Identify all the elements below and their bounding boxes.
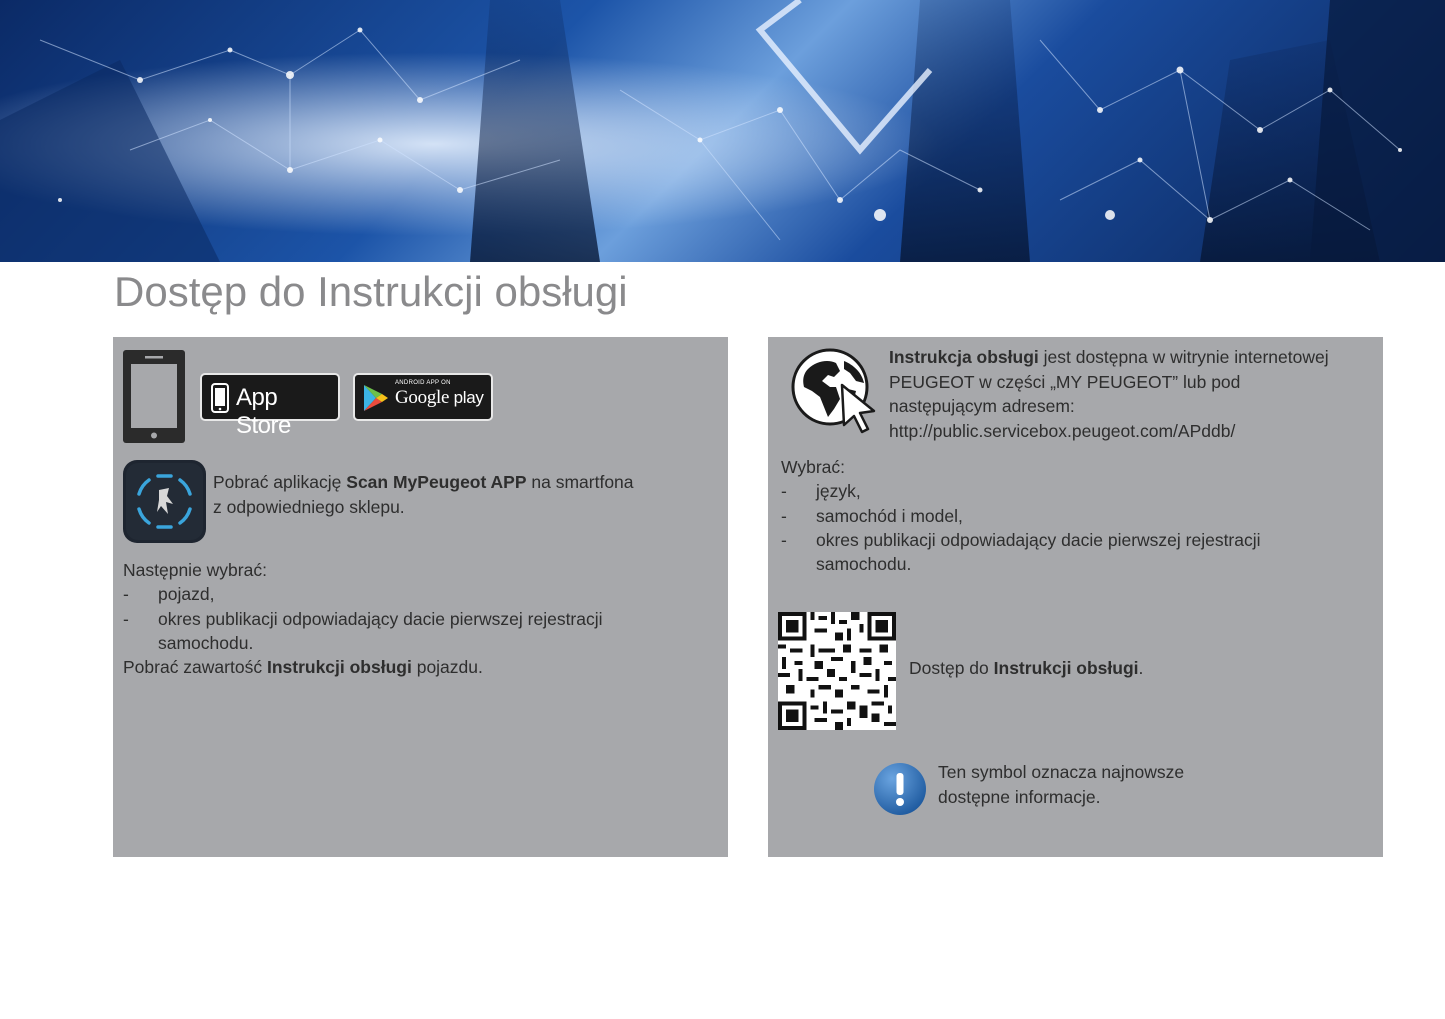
list-item: język, <box>816 481 861 501</box>
google-play-icon <box>363 384 389 412</box>
list-item: pojazd, <box>158 584 215 604</box>
web-text-line3: następującym adresem: <box>889 396 1075 416</box>
web-availability-text <box>889 345 1329 443</box>
info-exclamation-icon <box>873 762 927 816</box>
qr-access-text <box>909 656 1143 681</box>
list-item: okres publikacji odpowiadający dacie pierwszej rejestracji <box>158 609 603 629</box>
app-access-panel <box>113 337 728 857</box>
list-dash: - <box>781 481 787 501</box>
list-item: samochód i model, <box>816 506 963 526</box>
app-text-pre: Pobrać aplikację <box>213 472 347 492</box>
google-word: Google <box>395 387 450 408</box>
download-app-text <box>213 470 634 519</box>
app-text-post: na smartfona <box>526 472 634 492</box>
apple-icon <box>210 383 230 413</box>
app-name: Scan MyPeugeot APP <box>346 472 527 492</box>
manual-bold: Instrukcja obsługi <box>889 347 1039 367</box>
google-play-label <box>395 387 484 409</box>
web-text-line2: PEUGEOT w części „MY PEUGEOT” lub pod <box>889 371 1241 392</box>
list-item: okres publikacji odpowiadający dacie pierwszej rejestracji <box>816 530 1261 550</box>
web-text-line1: jest dostępna w witrynie internetowej <box>1038 347 1329 367</box>
google-play-small-label: ANDROID APP ON <box>395 380 451 386</box>
smartphone-icon <box>123 350 185 443</box>
list-dash: - <box>123 609 129 629</box>
page-title: Dostęp do Instrukcji obsługi <box>114 268 628 315</box>
app-text-line2: z odpowiedniego sklepu. <box>213 496 405 517</box>
info-symbol-text <box>938 760 1184 809</box>
qr-text-pre: Dostęp do <box>909 658 994 678</box>
app-store-label: App Store <box>236 384 291 439</box>
download-post: pojazdu. <box>411 657 483 677</box>
download-bold: Instrukcji obsługi <box>266 657 412 677</box>
servicebox-url-link[interactable]: http://public.servicebox.peugeot.com/APddb/ <box>889 420 1236 441</box>
web-access-panel <box>768 337 1383 857</box>
list-dash: - <box>781 530 787 550</box>
list-dash: - <box>781 506 787 526</box>
info-text-line2: dostępne informacje. <box>938 786 1101 807</box>
choose-label: Wybrać: <box>781 457 846 477</box>
play-word: play <box>453 388 484 407</box>
google-play-badge[interactable] <box>353 373 493 421</box>
qr-text-post: . <box>1138 658 1144 678</box>
qr-code-icon[interactable] <box>778 612 896 730</box>
list-item-continuation: samochodu. <box>158 633 254 653</box>
app-store-badge[interactable] <box>200 373 340 439</box>
next-choose-label: Następnie wybrać: <box>123 560 267 580</box>
list-item-continuation: samochodu. <box>816 554 912 574</box>
qr-text-bold: Instrukcji obsługi <box>993 658 1139 678</box>
header-banner-image <box>0 0 1445 262</box>
download-pre: Pobrać zawartość <box>123 657 267 677</box>
download-manual-text <box>123 655 483 680</box>
globe-cursor-icon <box>790 347 882 437</box>
peugeot-app-icon[interactable] <box>123 460 206 543</box>
list-dash: - <box>123 584 129 604</box>
info-text-line1: Ten symbol oznacza najnowsze <box>938 762 1185 782</box>
